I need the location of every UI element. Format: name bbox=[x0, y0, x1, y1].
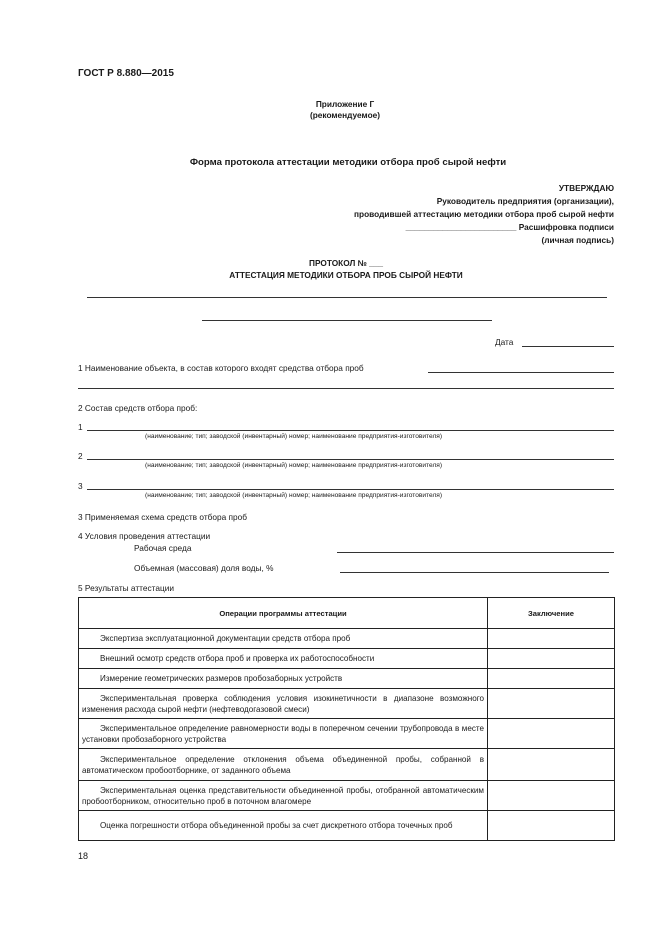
section-2-label: 2 Состав средств отбора проб: bbox=[78, 403, 198, 413]
table-row bbox=[79, 649, 615, 669]
blank-line bbox=[337, 552, 614, 553]
operation-cell: Измерение геометрических размеров пробозаборных устройств bbox=[79, 669, 488, 689]
item-number: 2 bbox=[78, 451, 83, 461]
conclusion-cell bbox=[488, 781, 615, 811]
conclusion-cell bbox=[488, 649, 615, 669]
water-share-label: Объемная (массовая) доля воды, % bbox=[134, 563, 274, 573]
appendix-title: Приложение Г bbox=[315, 99, 375, 109]
section-1-label: 1 Наименование объекта, в состав которого входят средства отбора проб bbox=[78, 363, 364, 373]
header-conclusion: Заключение bbox=[488, 598, 615, 629]
blank-line bbox=[87, 430, 614, 431]
item-number: 3 bbox=[78, 481, 83, 491]
blank-line bbox=[340, 572, 609, 573]
table-row bbox=[79, 719, 615, 749]
table-header-row bbox=[79, 598, 615, 629]
blank-line bbox=[87, 459, 614, 460]
table-row bbox=[79, 689, 615, 719]
conclusion-cell bbox=[488, 689, 615, 719]
blank-line bbox=[428, 372, 614, 373]
operation-cell: Экспериментальное определение равномерности воды в поперечном сечении трубопровода в месте установки пробозаборного устройства bbox=[79, 719, 488, 749]
date-label: Дата bbox=[495, 337, 514, 347]
standard-header: ГОСТ Р 8.880—2015 bbox=[78, 68, 174, 79]
approval-line-1: УТВЕРЖДАЮ bbox=[558, 183, 614, 193]
item-caption: (наименование; тип; заводской (инвентарный) номер; наименование предприятия-изготовителя) bbox=[145, 433, 443, 440]
page-number: 18 bbox=[78, 851, 89, 861]
approval-line-4: ________________________ Расшифровка подписи bbox=[405, 222, 614, 232]
operation-cell: Экспериментальное определение отклонения объема объединенной пробы, собранной в автоматическом пробоотборнике, от заданного объема bbox=[79, 749, 488, 781]
operation-cell: Внешний осмотр средств отбора проб и проверка их работоспособности bbox=[79, 649, 488, 669]
item-caption: (наименование; тип; заводской (инвентарный) номер; наименование предприятия-изготовителя) bbox=[145, 492, 443, 499]
section-5-label: 5 Результаты аттестации bbox=[78, 583, 174, 593]
operation-cell: Экспериментальная проверка соблюдения условия изокинетичности в диапазоне возможного изменения расхода сырой нефти (нефтеводогазовой смеси) bbox=[79, 689, 488, 719]
approval-line-5: (личная подпись) bbox=[541, 235, 614, 245]
section-4-label: 4 Условия проведения аттестации bbox=[78, 531, 211, 541]
table-row bbox=[79, 669, 615, 689]
conclusion-cell bbox=[488, 811, 615, 841]
operation-cell: Оценка погрешности отбора объединенной пробы за счет дискретного отбора точечных проб bbox=[79, 811, 488, 841]
blank-line bbox=[87, 489, 614, 490]
table-row bbox=[79, 781, 615, 811]
conclusion-cell bbox=[488, 629, 615, 649]
blank-line bbox=[87, 297, 607, 298]
form-title: Форма протокола аттестации методики отбора проб сырой нефти bbox=[189, 157, 507, 168]
date-line bbox=[522, 346, 614, 347]
protocol-number: ПРОТОКОЛ № ___ bbox=[309, 258, 383, 268]
operation-cell: Экспериментальная оценка представительности объединенной пробы, отобранной автоматическим пробоотборником, относительно проб в поточном влагомере bbox=[79, 781, 488, 811]
conclusion-cell bbox=[488, 749, 615, 781]
appendix-note: (рекомендуемое) bbox=[309, 110, 381, 120]
blank-line bbox=[202, 320, 492, 321]
protocol-title: АТТЕСТАЦИЯ МЕТОДИКИ ОТБОРА ПРОБ СЫРОЙ НЕФТИ bbox=[229, 270, 463, 280]
conclusion-cell bbox=[488, 669, 615, 689]
blank-line bbox=[78, 388, 614, 389]
table-row bbox=[79, 811, 615, 841]
table-row bbox=[79, 749, 615, 781]
conclusion-cell bbox=[488, 719, 615, 749]
work-medium-label: Рабочая среда bbox=[134, 543, 192, 553]
section-3-label: 3 Применяемая схема средств отбора проб bbox=[78, 512, 248, 522]
approval-line-3: проводившей аттестацию методики отбора проб сырой нефти bbox=[354, 209, 614, 219]
table-row bbox=[79, 629, 615, 649]
item-caption: (наименование; тип; заводской (инвентарный) номер; наименование предприятия-изготовителя) bbox=[145, 462, 443, 469]
item-number: 1 bbox=[78, 422, 83, 432]
results-table bbox=[78, 597, 615, 841]
approval-line-2: Руководитель предприятия (организации), bbox=[436, 196, 614, 206]
operation-cell: Экспертиза эксплуатационной документации средств отбора проб bbox=[79, 629, 488, 649]
header-operations: Операции программы аттестации bbox=[79, 598, 488, 629]
